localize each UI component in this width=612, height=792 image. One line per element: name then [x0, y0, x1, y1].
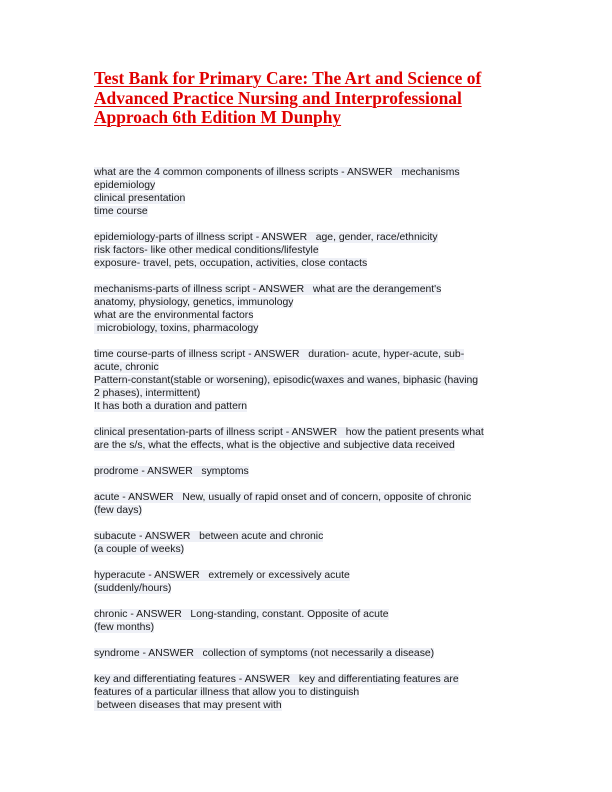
- qa-line: (few days): [94, 505, 142, 516]
- qa-line: anatomy, physiology, genetics, immunology: [94, 297, 294, 308]
- qa-line: epidemiology-parts of illness script - ANSWER age, gender, race/ethnicity: [94, 232, 438, 243]
- qa-line: microbiology, toxins, pharmacology: [94, 323, 259, 334]
- qa-line: what are the 4 common components of illness scripts - ANSWER mechanisms: [94, 167, 460, 178]
- qa-line: are the s/s, what the effects, what is the objective and subjective data received: [94, 440, 455, 451]
- qa-line: what are the environmental factors: [94, 310, 254, 321]
- qa-line: mechanisms-parts of illness script - ANSWER what are the derangement's: [94, 284, 442, 295]
- qa-line: features of a particular illness that allow you to distinguish: [94, 687, 360, 698]
- qa-entry: [94, 569, 534, 595]
- qa-entry: [94, 491, 534, 517]
- title-line: Approach 6th Edition M Dunphy: [94, 107, 342, 127]
- qa-line: risk factors- like other medical conditions/lifestyle: [94, 245, 319, 256]
- qa-line: acute - ANSWER New, usually of rapid onset and of concern, opposite of chronic: [94, 492, 472, 503]
- qa-line: key and differentiating features - ANSWER key and differentiating features are: [94, 674, 459, 685]
- title-line: Advanced Practice Nursing and Interprofessional: [94, 87, 462, 108]
- qa-line: time course: [94, 206, 148, 217]
- qa-line: epidemiology: [94, 180, 156, 191]
- qa-entry: [94, 530, 534, 556]
- qa-entry: [94, 465, 534, 478]
- qa-entry: [94, 166, 534, 218]
- qa-line: hyperacute - ANSWER extremely or excessively acute: [94, 570, 350, 581]
- qa-line: prodrome - ANSWER symptoms: [94, 466, 249, 477]
- qa-entry: [94, 673, 534, 712]
- qa-line: (few months): [94, 622, 155, 633]
- qa-line: clinical presentation-parts of illness script - ANSWER how the patient presents what: [94, 427, 484, 438]
- qa-entry: [94, 283, 534, 335]
- qa-line: acute, chronic: [94, 362, 159, 373]
- qa-line: (suddenly/hours): [94, 583, 172, 594]
- qa-line: chronic - ANSWER Long-standing, constant. Opposite of acute: [94, 609, 389, 620]
- qa-line: (a couple of weeks): [94, 544, 185, 555]
- qa-line: It has both a duration and pattern: [94, 401, 248, 412]
- qa-entry: [94, 608, 534, 634]
- qa-line: time course-parts of illness script - ANSWER duration- acute, hyper-acute, sub-: [94, 349, 465, 360]
- qa-entry: [94, 231, 534, 270]
- qa-entry: [94, 348, 534, 413]
- qa-line: clinical presentation: [94, 193, 186, 204]
- qa-list: [94, 166, 534, 725]
- qa-entry: [94, 426, 534, 452]
- title-line: Test Bank for Primary Care: The Art and Science of: [94, 68, 482, 88]
- qa-line: syndrome - ANSWER collection of symptoms (not necessarily a disease): [94, 648, 435, 659]
- qa-line: exposure- travel, pets, occupation, activities, close contacts: [94, 258, 368, 269]
- qa-line: between diseases that may present with: [94, 700, 282, 711]
- qa-entry: [94, 647, 534, 660]
- qa-line: 2 phases), intermittent): [94, 388, 201, 399]
- document-title: [94, 69, 534, 128]
- qa-line: Pattern-constant(stable or worsening), episodic(waxes and wanes, biphasic (having: [94, 375, 479, 386]
- qa-line: subacute - ANSWER between acute and chronic: [94, 531, 324, 542]
